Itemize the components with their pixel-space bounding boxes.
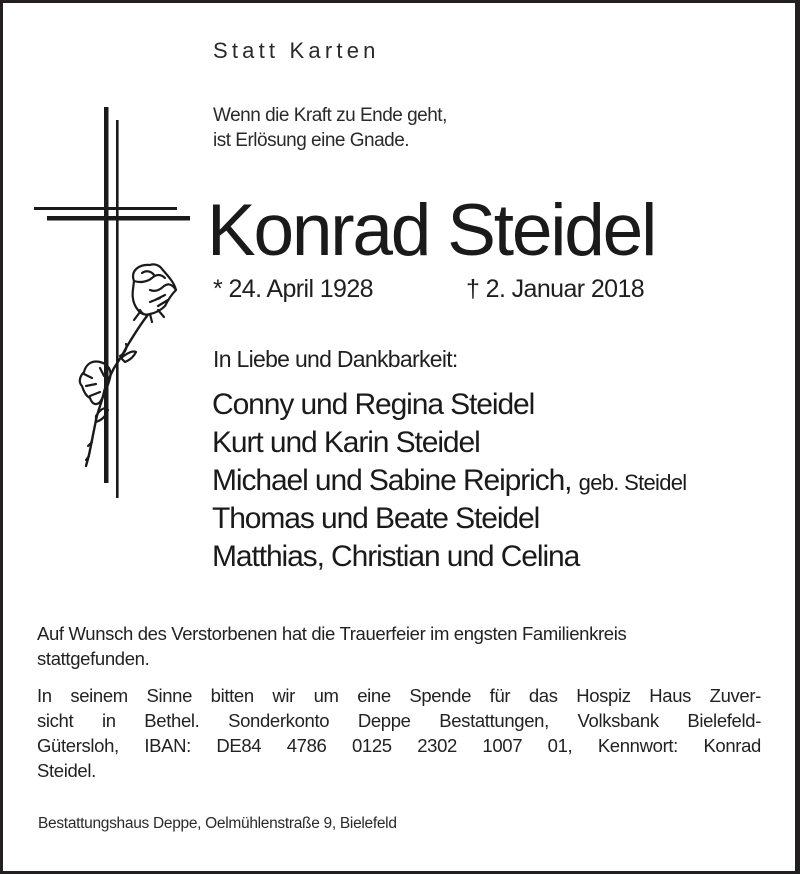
deceased-name: Konrad Steidel bbox=[207, 190, 656, 271]
mourners-list bbox=[212, 386, 686, 576]
funeral-home-address: Bestattungshaus Deppe, Oelmühlenstraße 9, Bielefeld bbox=[38, 815, 397, 832]
donation-notice-line: Steidel. bbox=[37, 760, 96, 781]
mourner-family bbox=[212, 424, 686, 462]
funeral-notice bbox=[37, 621, 761, 671]
motto-verse bbox=[213, 103, 447, 153]
header-title: Statt Karten bbox=[213, 38, 380, 63]
mourner-name: Conny und Regina Steidel bbox=[212, 388, 535, 421]
funeral-notice-line: stattgefunden. bbox=[37, 648, 150, 669]
motto-line-2: ist Erlösung eine Gnade. bbox=[213, 130, 410, 151]
donation-notice-line: sicht in Bethel. Sonderkonto Deppe Bestattungen, Volksbank Bielefeld- bbox=[37, 710, 761, 731]
birth-date: * 24. April 1928 bbox=[213, 275, 373, 303]
donation-notice-line: In seinem Sinne bitten wir um eine Spende für das Hospiz Haus Zuver- bbox=[37, 685, 761, 706]
donation-notice bbox=[37, 683, 761, 783]
mourner-family bbox=[212, 462, 686, 500]
mourner-name: Matthias, Christian und Celina bbox=[212, 540, 580, 573]
maiden-name-note: geb. Steidel bbox=[578, 470, 687, 495]
mourner-name: Michael und Sabine Reiprich, bbox=[212, 464, 572, 497]
funeral-notice-line: Auf Wunsch des Verstorbenen hat die Trauerfeier im engsten Familienkreis bbox=[37, 623, 627, 644]
mourners-intro: In Liebe und Dankbarkeit: bbox=[213, 346, 458, 372]
motto-line-1: Wenn die Kraft zu Ende geht, bbox=[213, 105, 447, 126]
donation-notice-line: Gütersloh, IBAN: DE84 4786 0125 2302 1007 01, Kennwort: Konrad bbox=[37, 735, 761, 756]
mourner-family bbox=[212, 538, 686, 576]
mourner-family bbox=[212, 386, 686, 424]
mourner-name: Thomas und Beate Steidel bbox=[212, 502, 540, 535]
mourner-name: Kurt und Karin Steidel bbox=[212, 426, 480, 459]
death-date: † 2. Januar 2018 bbox=[466, 275, 645, 303]
mourner-family bbox=[212, 500, 686, 538]
life-dates bbox=[213, 274, 645, 304]
